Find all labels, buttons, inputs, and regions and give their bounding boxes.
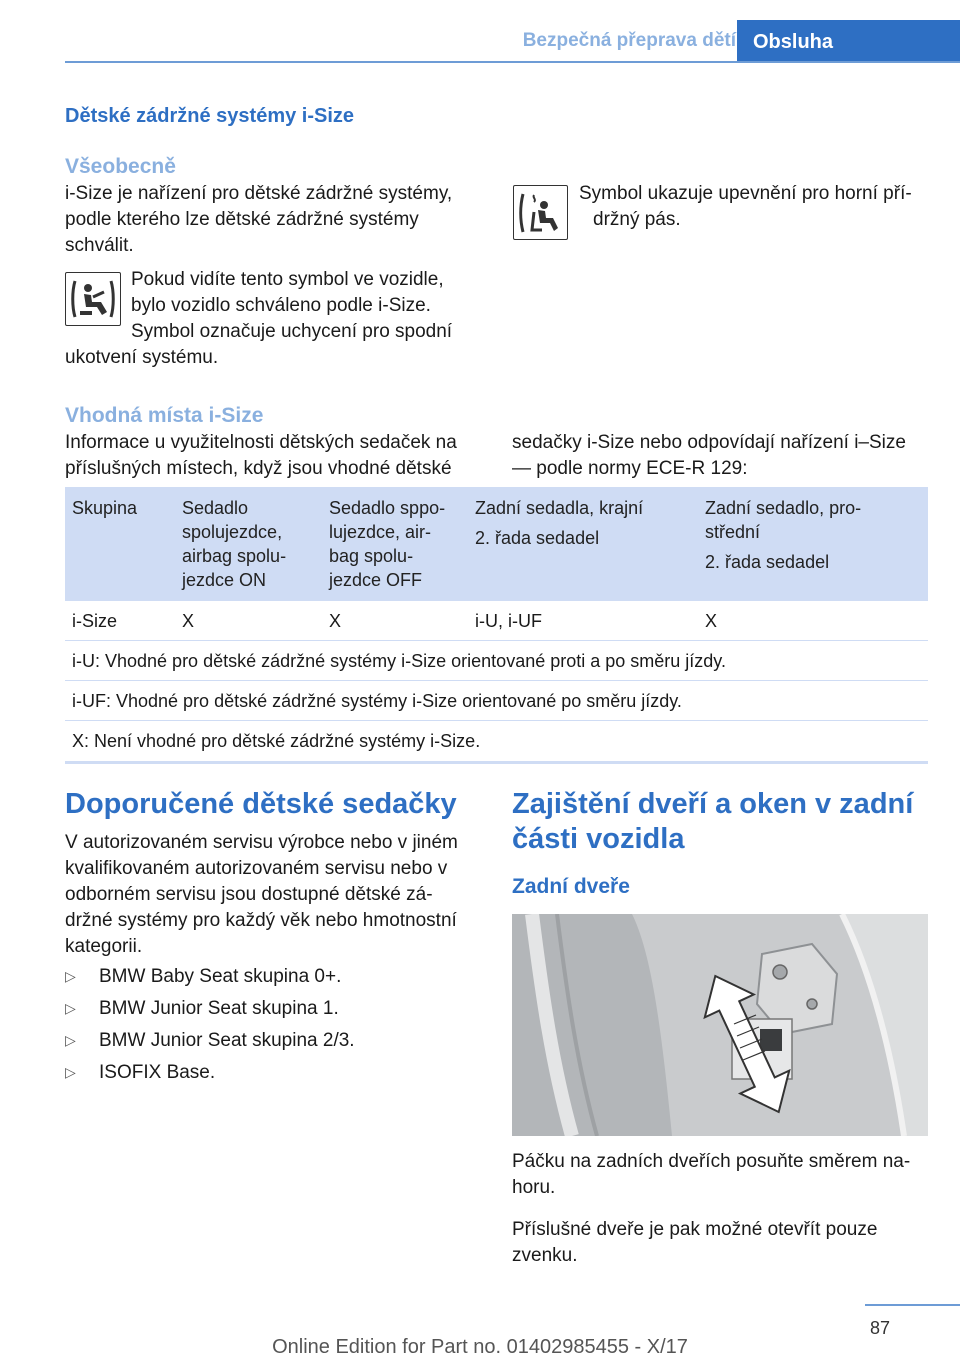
table-cell: i-U, i-UF — [475, 611, 542, 631]
table-row — [65, 601, 928, 641]
table-cell: X — [705, 611, 718, 631]
top-tether-icon — [513, 185, 568, 240]
table-note: i-U: Vhodné pro dětské zádržné systémy i-Size orientované proti a po směru jízdy. — [72, 651, 726, 671]
locks-title — [512, 787, 913, 857]
recommended-line: V autorizovaném servisu výrobce nebo v jiném — [65, 832, 458, 853]
triangle-right-icon: ▷ — [65, 1032, 76, 1048]
header-text: Sedadlo — [182, 498, 249, 518]
table-note: X: Není vhodné pro dětské zádržné systémy i-Size. — [72, 731, 481, 751]
places-line: Informace u využitelnosti dětských sedaček na — [65, 432, 457, 453]
symbol1-text — [131, 267, 491, 345]
edition-footer: Online Edition for Part no. 01402985455 - X/17 — [272, 1336, 688, 1358]
page-number: 87 — [869, 1318, 890, 1338]
places-line: sedačky i-Size nebo odpovídají nařízení i–Size — [512, 432, 906, 453]
table-header-cell — [72, 496, 137, 520]
header-subtext: 2. řada sedadel — [705, 552, 830, 572]
table-header-cell — [705, 496, 861, 574]
list-item-text: BMW Junior Seat skupina 1. — [99, 998, 339, 1019]
header-text: Zadní sedadla, krajní — [475, 498, 644, 518]
header-chapter-tab: Obsluha — [737, 20, 960, 63]
locks-caption-2 — [512, 1217, 942, 1269]
table-cell: X — [329, 611, 342, 631]
header-text: střední — [705, 522, 761, 542]
isofix-seat-icon — [65, 272, 121, 326]
intro-paragraph — [65, 181, 485, 259]
symbol1-last-line: ukotvení systému. — [65, 347, 219, 368]
caption-line: zvenku. — [512, 1245, 578, 1266]
triangle-right-icon: ▷ — [65, 968, 76, 984]
table-header — [65, 487, 928, 601]
rear-doors-heading: Zadní dveře — [512, 875, 630, 898]
recommended-line: kategorii. — [65, 936, 143, 957]
recommended-title: Doporučené dětské sedačky — [65, 788, 457, 820]
general-heading: Všeobecně — [65, 155, 176, 178]
table-note-row — [65, 641, 928, 681]
section-title: Dětské zádržné systémy i-Size — [65, 105, 355, 127]
table-cell: X — [182, 611, 195, 631]
header-text: Zadní sedadlo, pro- — [705, 498, 862, 518]
caption-line: horu. — [512, 1177, 556, 1198]
caption-line: Páčku na zadních dveřích posuňte směrem na- — [512, 1151, 911, 1172]
recommended-paragraph — [65, 830, 495, 960]
door-lock-illustration — [512, 914, 928, 1136]
intro-line: podle kterého lze dětské zádržné systémy — [65, 209, 419, 230]
symbol2-line: Symbol ukazuje upevnění pro horní pří- — [579, 183, 912, 204]
header-text: airbag spolu- — [182, 546, 287, 566]
header-subtext: 2. řada sedadel — [475, 528, 600, 548]
table-header-cell — [182, 496, 286, 592]
header-text: Skupina — [72, 498, 138, 518]
header-section-title: Bezpečná přeprava dětí — [522, 30, 736, 51]
header-text: bag spolu- — [329, 546, 414, 566]
symbol1-line: Symbol označuje uchycení pro spodní — [131, 321, 453, 342]
intro-line: schválit. — [65, 235, 134, 256]
symbol2-line: držný pás. — [593, 209, 681, 230]
places-line: — podle normy ECE-R 129: — [512, 458, 748, 479]
table-cell: i-Size — [72, 611, 118, 631]
header-text: jezdce OFF — [329, 570, 423, 590]
places-heading: Vhodná místa i-Size — [65, 404, 264, 427]
triangle-right-icon: ▷ — [65, 1000, 76, 1016]
recommended-line: odborném servisu jsou dostupné dětské zá- — [65, 884, 433, 905]
list-item-text: ISOFIX Base. — [99, 1062, 216, 1083]
symbol1-line: Pokud vidíte tento symbol ve vozidle, — [131, 269, 444, 290]
table-note-row — [65, 681, 928, 721]
places-line: příslušných místech, když jsou vhodné dětské — [65, 458, 452, 479]
table-bottom-rule — [65, 761, 928, 764]
list-item-text: BMW Baby Seat skupina 0+. — [99, 966, 342, 987]
table-header-cell — [475, 496, 643, 550]
header-text: spolujezdce, — [182, 522, 283, 542]
header-text: Sedadlo sppo- — [329, 498, 446, 518]
table-note-row — [65, 721, 928, 760]
symbol2-text — [579, 181, 939, 233]
locks-caption-1 — [512, 1149, 942, 1201]
triangle-right-icon: ▷ — [65, 1064, 76, 1080]
isize-table — [65, 487, 928, 760]
places-text-right — [512, 430, 942, 482]
intro-line: i-Size je nařízení pro dětské zádržné systémy, — [65, 183, 453, 204]
caption-line: Příslušné dveře je pak možné otevřít pouze — [512, 1219, 878, 1240]
table-note: i-UF: Vhodné pro dětské zádržné systémy i-Size orientované po směru jízdy. — [72, 691, 682, 711]
locks-title-line: části vozidla — [512, 823, 685, 855]
header-text: lujezdce, air- — [329, 522, 432, 542]
header-text: jezdce ON — [182, 570, 267, 590]
footer-rule — [865, 1304, 960, 1306]
recommended-line: držné systémy pro každý věk nebo hmotnostní — [65, 910, 457, 931]
list-item-text: BMW Junior Seat skupina 2/3. — [99, 1030, 355, 1051]
recommended-line: kvalifikovaném autorizovaném servisu nebo v — [65, 858, 448, 879]
places-text-left — [65, 430, 495, 482]
table-header-cell — [329, 496, 445, 592]
locks-title-line: Zajištění dveří a oken v zadní — [512, 788, 914, 820]
symbol1-line: bylo vozidlo schváleno podle i-Size. — [131, 295, 431, 316]
header-rule — [65, 61, 960, 63]
